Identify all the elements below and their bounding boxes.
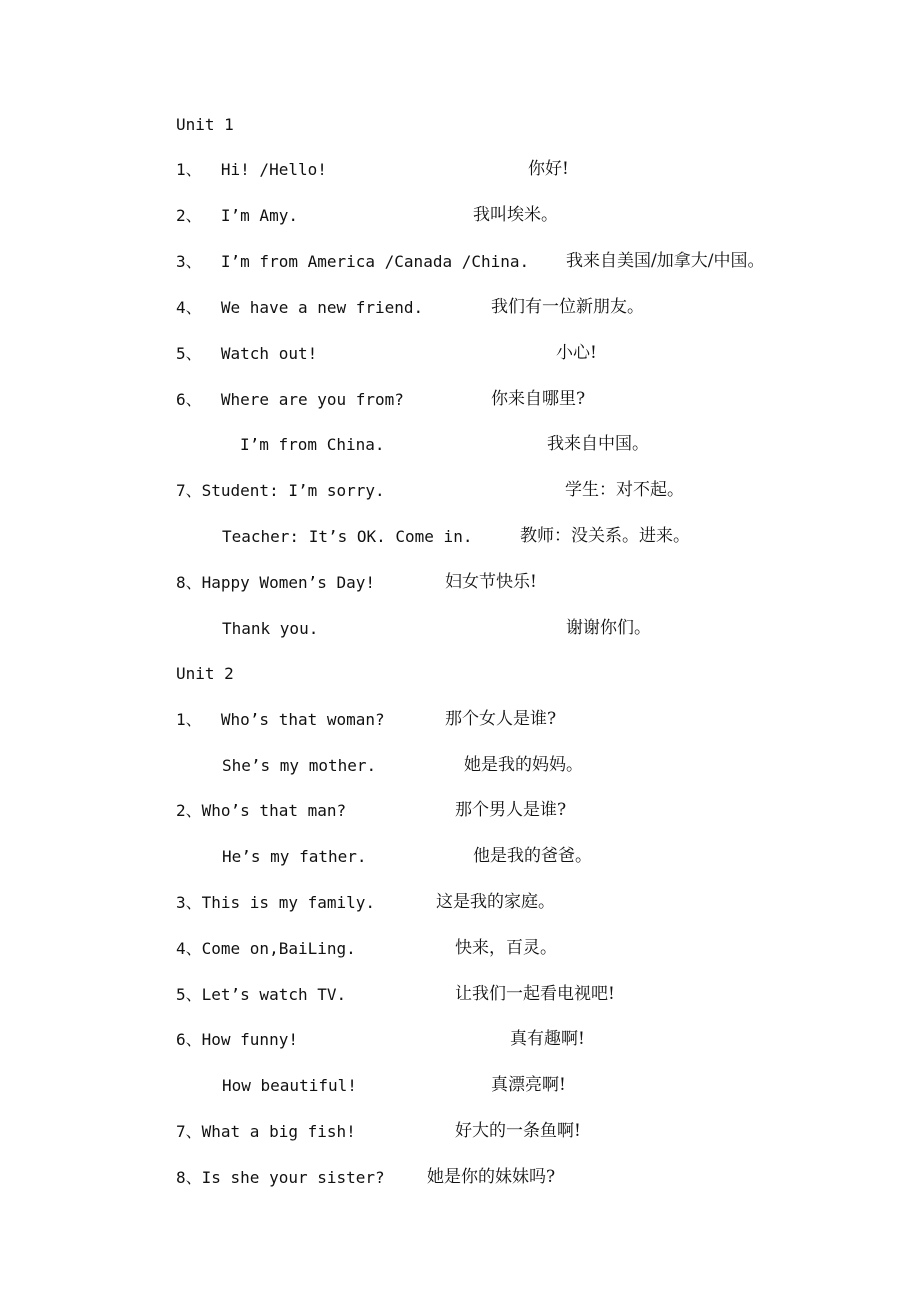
unit2-line8-en: 8、Is she your sister?	[176, 1168, 385, 1187]
unit2-line2b-en: He’s my father.	[222, 847, 367, 866]
unit1-line8-en: 8、Happy Women’s Day!	[176, 573, 376, 592]
unit2-line2-en: 2、Who’s that man?	[176, 801, 347, 820]
unit2-line1b-en: She’s my mother.	[222, 756, 377, 775]
unit1-line8-zh: 妇女节快乐!	[445, 572, 537, 592]
unit1-line6b-zh: 我来自中国。	[547, 434, 649, 454]
unit2-line4-zh: 快来，百灵。	[455, 938, 557, 958]
unit1-line7-zh: 学生：对不起。	[565, 480, 684, 500]
unit1-line5-zh: 小心!	[556, 343, 597, 363]
unit1-line6-zh: 你来自哪里?	[491, 389, 586, 409]
unit2-line5-zh: 让我们一起看电视吧!	[455, 984, 615, 1004]
unit2-line6-en: 6、How funny!	[176, 1030, 298, 1049]
unit2-line3-zh: 这是我的家庭。	[436, 892, 555, 912]
unit1-line5-en: 5、 Watch out!	[176, 344, 318, 363]
unit1-line6-en: 6、 Where are you from?	[176, 390, 404, 409]
unit2-line8-zh: 她是你的妹妹吗?	[427, 1167, 556, 1187]
unit1-line1-en: 1、 Hi! /Hello!	[176, 160, 327, 179]
unit1-line8b-zh: 谢谢你们。	[566, 618, 651, 638]
unit2-line1-zh: 那个女人是谁?	[445, 709, 557, 729]
unit1-line1-zh: 你好!	[528, 159, 569, 179]
unit2-heading: Unit 2	[176, 664, 234, 683]
unit2-line4-en: 4、Come on,BaiLing.	[176, 939, 356, 958]
unit2-line1b-zh: 她是我的妈妈。	[464, 755, 583, 775]
unit1-heading: Unit 1	[176, 115, 234, 134]
unit2-line5-en: 5、Let’s watch TV.	[176, 985, 347, 1004]
unit2-line3-en: 3、This is my family.	[176, 893, 376, 912]
unit1-line2-zh: 我叫埃米。	[473, 205, 558, 225]
unit2-line7-zh: 好大的一条鱼啊!	[455, 1121, 581, 1141]
unit2-line6b-zh: 真漂亮啊!	[491, 1075, 566, 1095]
unit1-line7-en: 7、Student: I’m sorry.	[176, 481, 385, 500]
unit2-line2-zh: 那个男人是谁?	[455, 800, 567, 820]
unit1-line6b-en: I’m from China.	[240, 435, 385, 454]
unit1-line7b-zh: 教师：没关系。进来。	[520, 526, 690, 546]
unit2-line1-en: 1、 Who’s that woman?	[176, 710, 385, 729]
unit2-line2b-zh: 他是我的爸爸。	[473, 846, 592, 866]
unit2-line6b-en: How beautiful!	[222, 1076, 357, 1095]
unit1-line8b-en: Thank you.	[222, 619, 319, 638]
unit1-line2-en: 2、 I’m Amy.	[176, 206, 298, 225]
unit2-line7-en: 7、What a big fish!	[176, 1122, 356, 1141]
unit2-line6-zh: 真有趣啊!	[510, 1029, 585, 1049]
unit1-line3-en: 3、 I’m from America /Canada /China.	[176, 252, 530, 271]
unit1-line4-en: 4、 We have a new friend.	[176, 298, 424, 317]
unit1-line4-zh: 我们有一位新朋友。	[491, 297, 644, 317]
unit1-line7b-en: Teacher: It’s OK. Come in.	[222, 527, 473, 546]
unit1-line3-zh: 我来自美国/加拿大/中国。	[566, 251, 765, 271]
